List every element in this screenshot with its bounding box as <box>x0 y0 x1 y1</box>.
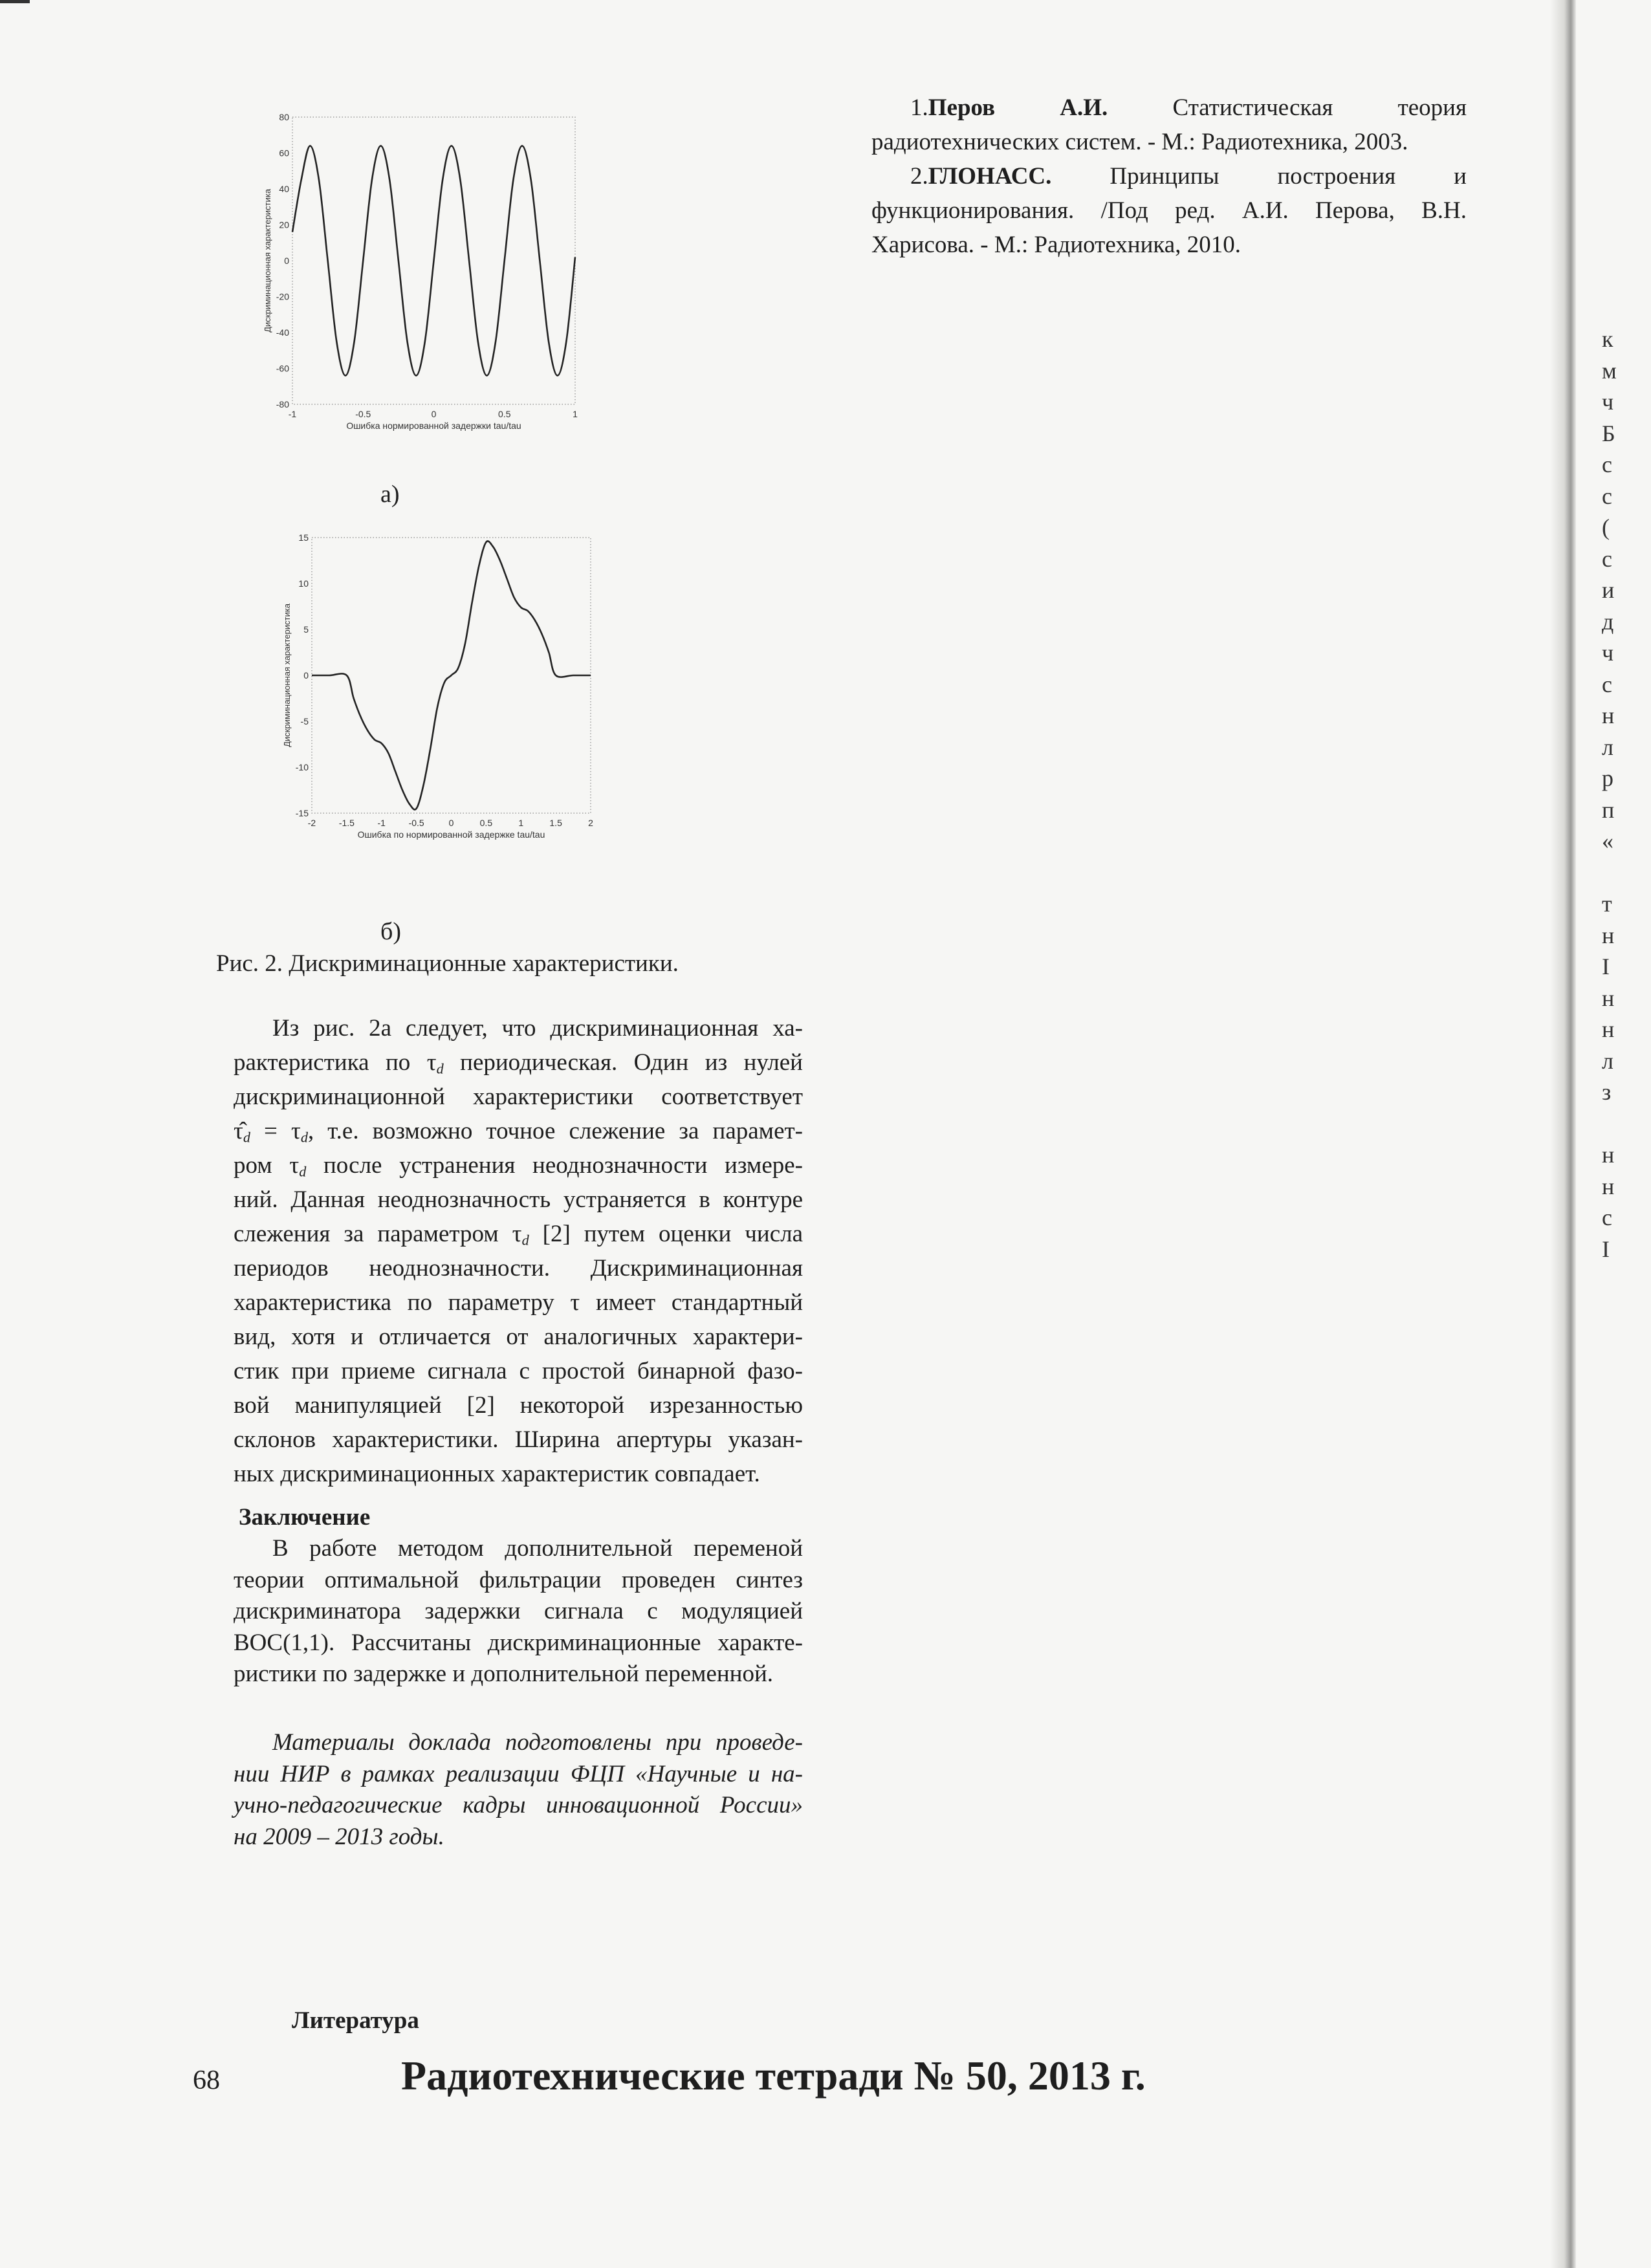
reference-list <box>871 91 1467 262</box>
reference-author: Перов А.И. <box>928 94 1108 121</box>
y-tick-label: 40 <box>279 184 289 194</box>
text-line: В работе методом дополнительной переменой <box>272 1535 803 1562</box>
text-line: дискриминационной характеристики соответствует <box>234 1084 803 1110</box>
y-tick-label: 5 <box>303 624 309 635</box>
text-line: вид, хотя и отличается от аналогичных характери- <box>234 1324 803 1350</box>
y-tick-label: -60 <box>276 363 289 374</box>
fragment-char: д <box>1602 608 1614 635</box>
fragment-char: и <box>1602 577 1615 603</box>
x-tick-label: -1 <box>288 409 297 419</box>
y-tick-label: -20 <box>276 291 289 302</box>
text-line: ний. Данная неоднозначность устраняется в контуре <box>234 1186 803 1213</box>
data-curve <box>312 541 591 810</box>
fragment-char: н <box>1602 1142 1615 1168</box>
conclusion-heading: Заключение <box>239 1504 371 1531</box>
next-page-column-fragment <box>1602 323 1628 1265</box>
x-tick-label: 2 <box>588 818 593 828</box>
fragment-char: с <box>1602 1205 1612 1230</box>
reference-item <box>871 159 1467 262</box>
text-line: ром $\tau_d$ после устранения неоднозначности измере- <box>234 1152 804 1180</box>
x-tick-label: 0.5 <box>479 818 493 828</box>
figure-label-b: б) <box>380 918 401 945</box>
y-tick-label: -40 <box>276 327 289 338</box>
data-curve <box>292 146 575 375</box>
reference-number: 2. <box>910 163 928 190</box>
fragment-char: ч <box>1602 389 1614 415</box>
fragment-char: н <box>1602 1173 1615 1199</box>
x-tick-label: 0 <box>431 409 437 419</box>
text-line: на 2009 – 2013 годы. <box>234 1823 444 1850</box>
fragment-char: н <box>1602 1016 1615 1042</box>
fragment-char <box>1602 857 1628 889</box>
fragment-char: с <box>1602 671 1612 697</box>
page-gutter-shadow <box>1550 0 1576 2268</box>
x-tick-label: -0.5 <box>355 409 371 419</box>
y-tick-label: -80 <box>276 399 289 409</box>
x-tick-label: 1 <box>518 818 524 828</box>
x-axis-label: Ошибка по нормированной задержке tau/tau <box>357 829 545 840</box>
acknowledgement-paragraph <box>234 1727 803 1853</box>
reference-number: 1. <box>910 94 928 121</box>
y-tick-label: 20 <box>279 219 289 230</box>
fragment-char: н <box>1602 922 1615 948</box>
x-tick-label: 0 <box>448 818 454 828</box>
x-tick-label: -1 <box>377 818 386 828</box>
fragment-char: л <box>1602 1047 1613 1074</box>
y-tick-label: 15 <box>298 532 309 543</box>
fragment-char <box>1602 1108 1628 1140</box>
x-tick-label: 0.5 <box>498 409 511 419</box>
x-tick-label: 1.5 <box>549 818 562 828</box>
x-tick-label: -2 <box>307 818 316 828</box>
y-tick-label: -10 <box>295 762 309 772</box>
chart-a <box>233 104 595 440</box>
text-line: рактеристика по $\tau_d$ периодическая. Один из нулей <box>234 1049 803 1077</box>
figure-label-a: а) <box>380 481 400 508</box>
y-axis-label: Дискриминационная характеристика <box>263 189 272 333</box>
conclusion-paragraph <box>234 1533 803 1690</box>
reference-text: Принципы построения и функционирования. /Под ред. А.И. Перова, В.Н. Харисова. - М.: Радиотехника, 2010. <box>871 163 1467 258</box>
text-line: учно-педагогические кадры инновационной России» <box>234 1792 803 1818</box>
fragment-char: ( <box>1602 514 1610 540</box>
y-tick-label: 80 <box>279 112 289 122</box>
x-tick-label: -0.5 <box>408 818 424 828</box>
fragment-char: к <box>1602 326 1613 352</box>
text-line: $\taû_d = \tau_d$, т.е. возможно точное слежение за парамет- <box>234 1118 803 1146</box>
y-tick-label: -5 <box>300 716 309 726</box>
text-line: периодов неоднозначности. Дискриминационная <box>234 1255 803 1281</box>
y-tick-label: 0 <box>303 670 309 681</box>
x-tick-label: 1 <box>573 409 578 419</box>
fragment-char: с <box>1602 452 1612 477</box>
fragment-char: « <box>1602 828 1613 854</box>
fragment-char: Б <box>1602 420 1615 446</box>
text-line: Материалы доклада подготовлены при проведе- <box>272 1729 803 1756</box>
literature-heading: Литература <box>292 2007 419 2034</box>
fragment-char: н <box>1602 703 1615 728</box>
text-line: склонов характеристики. Ширина апертуры указан- <box>234 1426 803 1453</box>
text-line: Из рис. 2а следует, что дискриминационная ха- <box>272 1015 803 1041</box>
fragment-char: р <box>1602 765 1613 791</box>
text-line: характеристика по параметру τ имеет стандартный <box>234 1289 803 1316</box>
fragment-char: з <box>1602 1079 1612 1105</box>
reference-item <box>871 91 1467 159</box>
figure-caption: Рис. 2. Дискриминационные характеристики. <box>216 950 679 977</box>
y-axis-label: Дискриминационная характеристика <box>282 604 292 747</box>
x-axis-label: Ошибка нормированной задержки tau/tau <box>346 420 521 431</box>
fragment-char: с <box>1602 483 1612 509</box>
text-line: слежения за параметром $\tau_d$ [2] путем оценки числа <box>234 1221 803 1248</box>
fragment-char: I <box>1602 1236 1610 1262</box>
conclusion-section <box>234 1502 803 1690</box>
journal-footer: Радиотехнические тетради № 50, 2013 г. <box>401 2053 1146 2099</box>
y-tick-label: 0 <box>284 256 289 266</box>
scan-artifact <box>0 0 30 3</box>
page-number: 68 <box>193 2066 220 2095</box>
text-line: стик при приеме сигнала с простой бинарной фазо- <box>234 1358 803 1384</box>
text-line: теории оптимальной фильтрации проведен синтез <box>234 1566 803 1593</box>
fragment-char: ч <box>1602 640 1614 666</box>
text-line: ристики по задержке и дополнительной переменной. <box>234 1661 774 1687</box>
x-tick-label: -1.5 <box>338 818 355 828</box>
body-paragraph <box>234 1011 803 1491</box>
text-line: вой манипуляцией [2] некоторой изрезанностью <box>234 1392 803 1419</box>
text-line: дискриминатора задержки сигнала с модуляцией <box>234 1598 803 1624</box>
fragment-char: с <box>1602 545 1612 572</box>
fragment-char: н <box>1602 985 1615 1011</box>
chart-b <box>259 518 621 854</box>
reference-author: ГЛОНАСС. <box>928 163 1052 190</box>
fragment-char: т <box>1602 891 1612 917</box>
fragment-char: п <box>1602 796 1615 823</box>
reference-text: Статистическая теория радиотехнических систем. - М.: Радиотехника, 2003. <box>871 94 1467 155</box>
text-line: BOC(1,1). Рассчитаны дискриминационные характе- <box>234 1629 803 1656</box>
y-tick-label: 60 <box>279 147 289 158</box>
y-tick-label: 10 <box>298 578 309 589</box>
text-line: ных дискриминационных характеристик совпадает. <box>234 1461 760 1487</box>
fragment-char: м <box>1602 357 1617 384</box>
fragment-char: I <box>1602 954 1610 979</box>
text-line: нии НИР в рамках реализации ФЦП «Научные и на- <box>234 1760 803 1787</box>
y-tick-label: -15 <box>295 808 309 818</box>
fragment-char: л <box>1602 734 1613 760</box>
